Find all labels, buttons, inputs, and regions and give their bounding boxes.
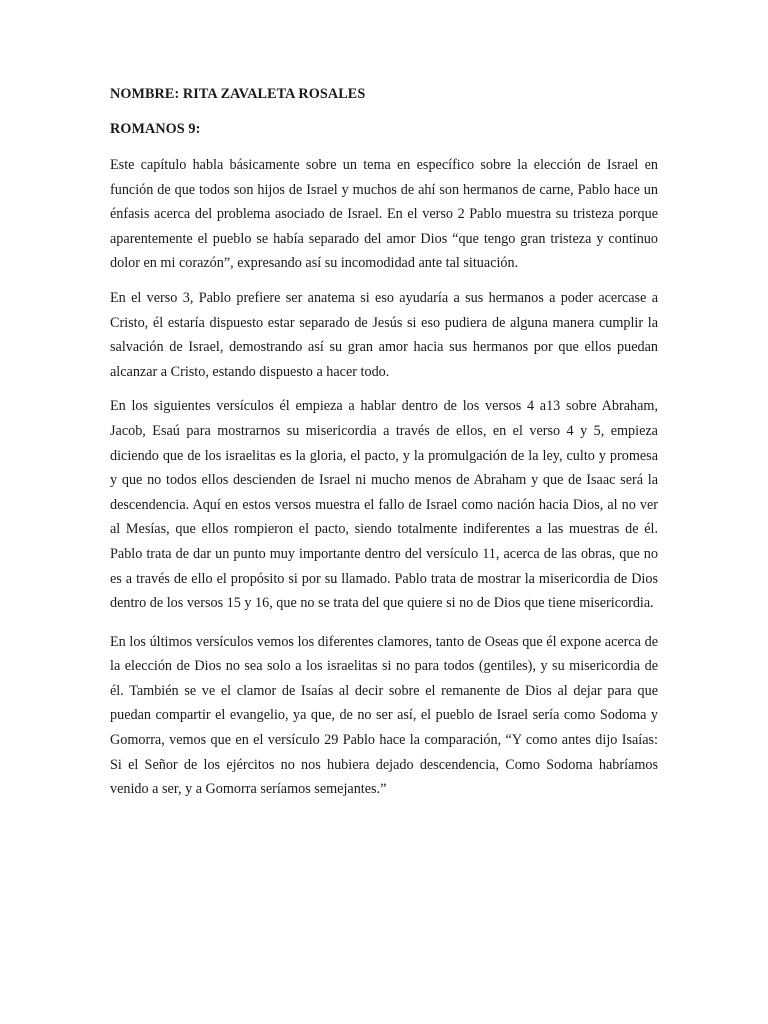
paragraph-1: Este capítulo habla básicamente sobre un tema en específico sobre la elección de Israel en función de que todos son hijos de Israel y muchos de ahí son hermanos de carne, Pablo hace un énfasis acerca del problema asociado de Israel. En el verso 2 Pablo muestra su tristeza porque aparentemente el pueblo se había separado del amor Dios “que tengo gran tristeza y continuo dolor en mi corazón”, expresando así su incomodidad ante tal situación. [110, 157, 658, 272]
document-page [110, 84, 658, 812]
author-name: NOMBRE: RITA ZAVALETA ROSALES [110, 86, 366, 102]
paragraph-4: En los últimos versículos vemos los diferentes clamores, tanto de Oseas que él expone acerca de la elección de Dios no sea solo a los israelitas si no para todos (gentiles), y su misericordia de él. También se ve el clamor de Isaías al decir sobre el remanente de Dios al dejar para que puedan compartir el evangelio, ya que, de no ser así, el pueblo de Israel sería como Sodoma y Gomorra, vemos que en el versículo 29 Pablo hace la comparación, “Y como antes dijo Isaías: Si el Señor de los ejércitos no nos hubiera dejado descendencia, Como Sodoma habríamos venido a ser, y a Gomorra seríamos semejantes.” [110, 633, 658, 798]
paragraph-3: En los siguientes versículos él empieza a hablar dentro de los versos 4 a13 sobre Abraham, Jacob, Esaú para mostrarnos su misericordia a través de ellos, en el verso 4 y 5, empieza diciendo que de los israelitas es la gloria, el pacto, y la promulgación de la ley, culto y promesa y que no todos ellos descienden de Israel ni mucho menos de Abraham y que de Isaac será la descendencia. Aquí en estos versos muestra el fallo de Israel como nación hacia Dios, al no ver al Mesías, que ellos rompieron el pacto, siendo totalmente indiferentes a las muestras de él. Pablo trata de dar un punto muy importante dentro del versículo 11, acerca de las obras, que no es a través de ello el propósito si por su llamado. Pablo trata de mostrar la misericordia de Dios dentro de los versos 15 y 16, que no se trata del que quiere si no de Dios que tiene misericordia. [110, 398, 658, 612]
section-title: ROMANOS 9: [110, 121, 201, 137]
paragraph-2: En el verso 3, Pablo prefiere ser anatema si eso ayudaría a sus hermanos a poder acercase a Cristo, él estaría dispuesto estar separado de Jesús si eso pudiera de alguna manera cumplir la salvación de Israel, demostrando así su gran amor hacia sus hermanos por que ellos puedan alcanzar a Cristo, estando dispuesto a hacer todo. [110, 289, 658, 380]
